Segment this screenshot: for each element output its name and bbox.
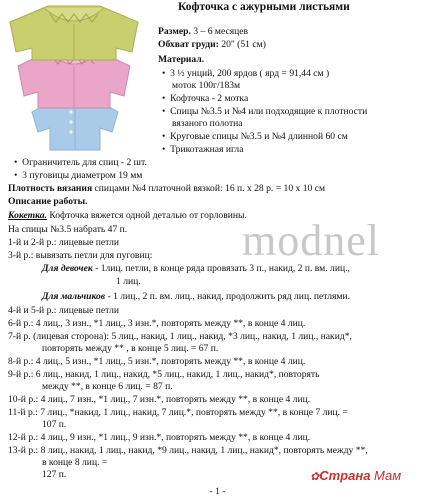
page-title: Кофточка с ажурными листьями — [178, 1, 350, 13]
material-label: Материал. — [158, 54, 205, 65]
instruction-line: 1 лиц. — [116, 276, 141, 287]
instruction-line: между **, в конце 6 лиц. = 87 п. — [42, 381, 173, 392]
material-item-cont: вязаного полотна — [172, 118, 243, 129]
instruction-line: 10-й р.: 4 лиц., 7 изн., *1 лиц., 7 изн.*, повторять между **, в конце 4 лиц. — [8, 394, 311, 405]
chest-label: Обхват груди: — [158, 39, 219, 50]
cardigans-photo — [0, 0, 148, 152]
instruction-line: 107 п. — [42, 419, 67, 430]
instruction-line: 12-й р.: 4 лиц., 9 изн., *1 лиц., 9 изн.*, повторять между **, в конце 4 лиц. — [8, 432, 311, 443]
instruction-line: 13-й р.: 8 лиц., накид, 1 лиц., накид, *9 лиц., накид, 1 лиц., накид*, повторять между **, — [8, 445, 368, 456]
boys-line: Для мальчиков - 1 лиц., 2 п. вм. лиц., накид, продолжить ряд лиц. петлями. — [42, 291, 351, 302]
instruction-line: На спицы №3.5 набрать 47 п. — [8, 224, 128, 235]
chest-value: 20" (51 см) — [218, 39, 266, 50]
page-number: - 1 - — [209, 486, 226, 497]
instruction-line: 8-й р.: 4 лиц., 5 изн., *1 лиц., 5 изн.*, повторять между **, в конце 4 лиц. — [8, 356, 306, 367]
instruction-line: 1-й и 2-й р.: лицевые петли — [8, 237, 120, 248]
material-item: • Спицы №3.5 и №4 или подходящие к плотности — [162, 106, 368, 117]
instruction-line: 9-й р.: 6 лиц., накид, 1 лиц., накид, *5 лиц., накид, 1 лиц., накид*, повторять — [8, 369, 320, 380]
size-label: Размер. — [158, 26, 191, 37]
instruction-line: 11-й р.: 7 лиц., *накид, 1 лиц., накид, 7 лиц.*, повторять между **, в конце 7 лиц. = — [8, 407, 348, 418]
instruction-line: повторять между ** , в конце 5 лиц. = 67 п. — [42, 343, 219, 354]
gauge-line: Плотность вязания спицами №4 платочной вязкой: 16 п. х 28 р. = 10 х 10 см — [8, 183, 326, 194]
material-item: • Трикотажная игла — [162, 144, 244, 155]
instruction-line: 4-й и 5-й р.: лицевые петли — [8, 305, 120, 316]
material-item: • Круговые спицы №3.5 и №4 длинной 60 см — [162, 131, 348, 142]
girls-line: Для девочек - 1лиц. петли, в конце ряда провязать 3 п., накид, 2 п. вм. лиц., — [42, 263, 350, 274]
material-item: • 3 пуговицы диаметром 19 мм — [14, 170, 143, 181]
instruction-line: 6-й р.: 4 лиц., 3 изн., *1 лиц., 3 изн.*, повторять между **, в конце 4 лиц. — [8, 318, 306, 329]
yoke-line: Кокетка. Кофточка вяжется одной деталью от горловины. — [8, 210, 247, 221]
site-logo: ✿Страна Мам — [310, 468, 402, 483]
material-item: • Кофточка - 2 мотка — [162, 93, 249, 104]
instruction-line: 127 п. — [42, 469, 67, 480]
size-line — [158, 26, 248, 37]
logo-mark-icon: ✿ — [310, 471, 320, 483]
description-label: Описание работы. — [8, 196, 88, 207]
material-item: • 3 ½ унций, 200 ярдов ( ярд = 91,44 см ) — [162, 68, 330, 79]
watermark: modnel — [242, 216, 380, 265]
instruction-line: в конце 8 лиц. = — [42, 457, 108, 468]
instruction-line: 7-й р. (лицевая сторона): 5 лиц., накид, 1 лиц., накид, *3 лиц., накид, 1 лиц., накид*, — [8, 331, 352, 342]
size-value: 3 – 6 месяцев — [190, 26, 249, 37]
material-item: • Ограничитель для спиц - 2 шт. — [14, 157, 147, 168]
instruction-line: 3-й р.: вывязать петли для пуговиц: — [8, 250, 153, 261]
material-item-cont: моток 100г/183м — [172, 80, 241, 91]
chest-line — [158, 39, 266, 50]
